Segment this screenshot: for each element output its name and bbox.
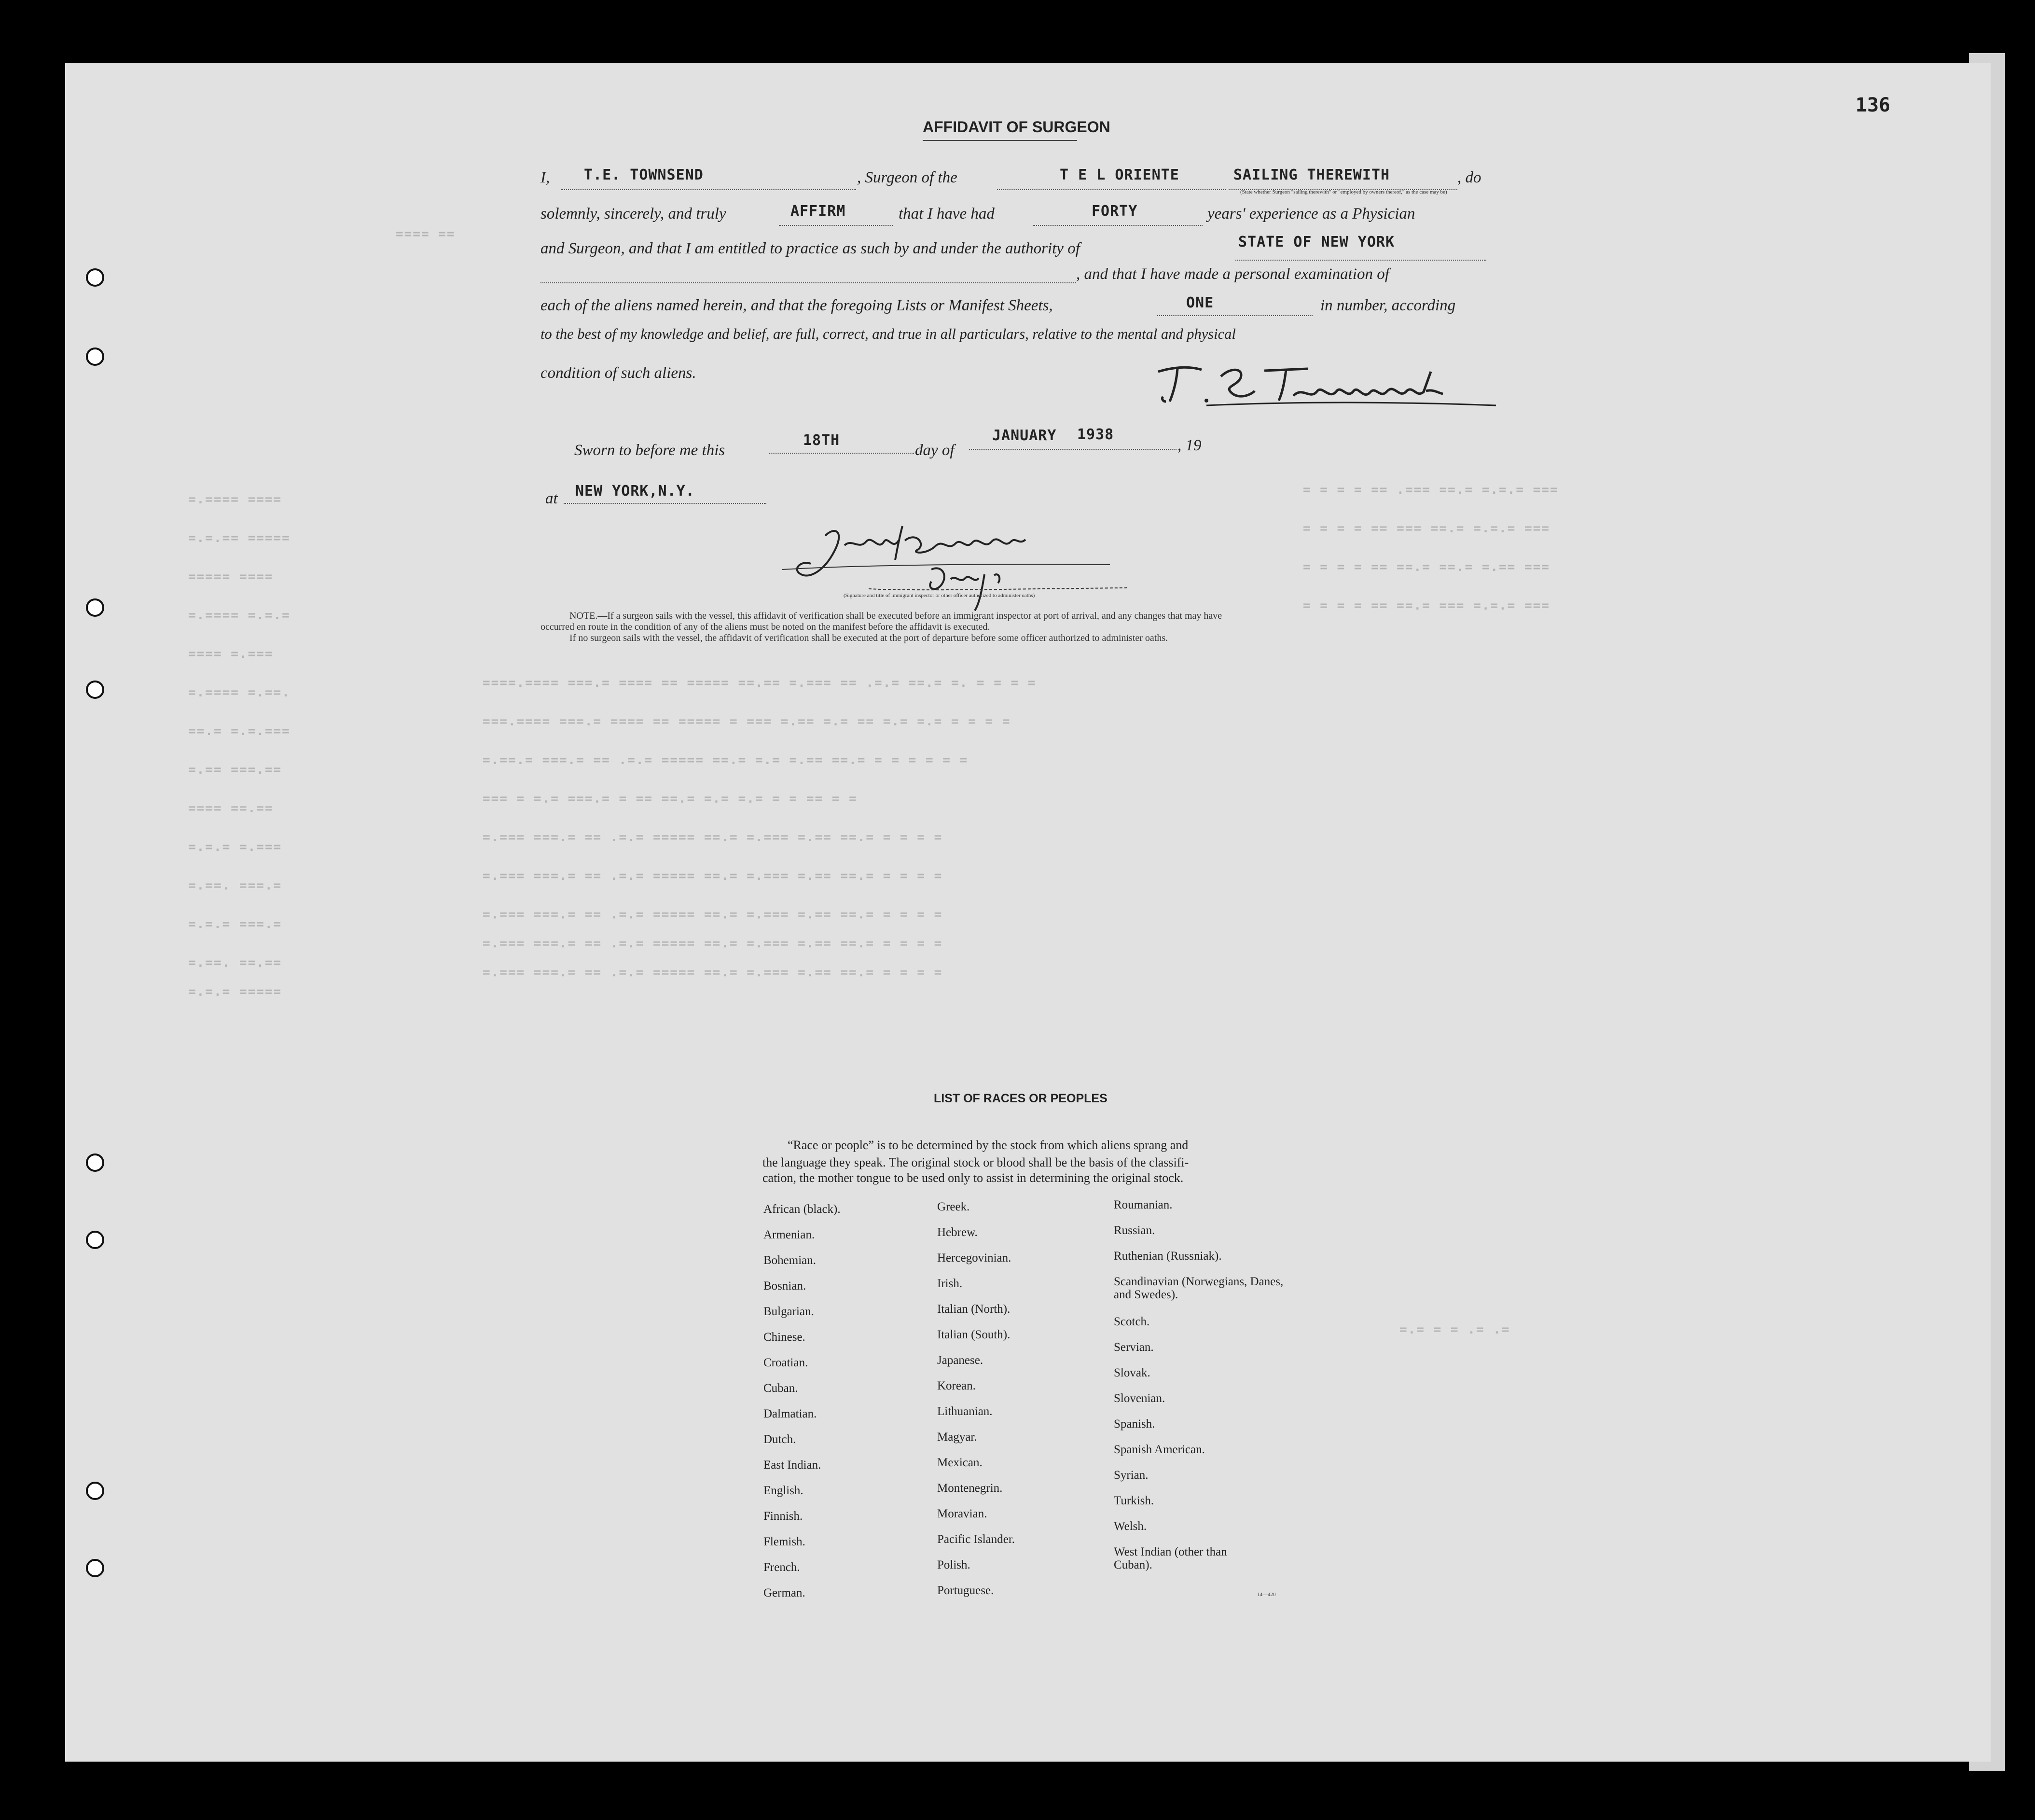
note-line-1: NOTE.—If a surgeon sails with the vessel, this affidavit of verification shall be executed before an immigrant inspector at port of arrival, and any changes that may have — [569, 611, 1222, 621]
list-item: Irish. — [937, 1277, 963, 1290]
binder-hole — [86, 1482, 104, 1500]
list-item: Welsh. — [1114, 1520, 1147, 1533]
list-item: Japanese. — [937, 1354, 983, 1367]
list-item: Slovak. — [1114, 1366, 1150, 1379]
list-item: Bohemian. — [763, 1254, 817, 1267]
list-item: Servian. — [1114, 1341, 1154, 1354]
list-item: Portuguese. — [937, 1584, 994, 1597]
list-item: Scandinavian (Norwegians, Danes, and Swedes). — [1114, 1275, 1284, 1301]
sheet-count: ONE — [1186, 294, 1214, 311]
years-experience: FORTY — [1092, 203, 1138, 220]
page-number: 136 — [1855, 94, 1891, 116]
sworn-year: 1938 — [1077, 426, 1114, 443]
status-note: (State whether Surgeon "sailing therewith" or "employed by owners thereof," as the case may be) — [1240, 189, 1447, 195]
licensing-authority: STATE OF NEW YORK — [1238, 234, 1395, 250]
document-scan: =.==== ==== =.=.== ===== ===== ==== =.==== =.=.= ==== =.=== =.==== =.==. ==.= =.=.=== =.== ===.== ==== ==.== =.=.= =.=== =.==. ===.= =.=.= ===.= =.==. ==.== =.=.= ===== ====.==== ===.= ==== == ===== ==.== =.=== == .=.= ==.= =. = = = = ===.==== ===.= ==== == ===== = === =.== =.= == =.= =.= = = = = =.==.= ===.= == .=.= ===== ==.= =.= =.== ==.= = = = = = = === = =.= ===.= = == ==.= =.= =.= = = == = = =.=== ===.= == .=.= ===== ==.= =.=== =.== ==.= = = = = =.=== ===.= == .=.= ===== ==.= =.=== =.== ==.= = = = = =.=== ===.= == .=.= ===== ==.= =.=== =.== ==.= = = = = =.=== ===.= == .=.= ===== ==.= =.=== =.== ==.= = = = = =.=== ===.= == .=.= ===== ==.= =.=== =.== ==.= = = = = = = = = == .=== ==.= =.=.= === = = = = == === ==.= =.=.= === = = = = == ==.= ==.= =.== === = = = = == ==.= === =.=.= === =.= = = .= .= ==== == 136 AFFIDAVIT OF SURGEON I, T.E. TOWNSEND , Surgeon of the T E L ORIENTE SAILING THEREWITH (State whether Surgeon "sailing therewith" or "employed by owners thereof," as the case may be) , do solemnly, sincerely, and truly AFFIRM that I have had FORTY years' experience as a Physician and Surgeon, and that I am entitled to practice as such by and under the authority of STATE OF NEW YORK , and that I have made a personal examination of each of the aliens named herein, and that the foregoing Lists or Manifest Sheets, ONE in number, according to the best of my knowledge and belief, are full, correct, and true in all particulars, relative to the mental and physical condition of such aliens. Sworn to before me this 18TH day of JANUARY 1938 , 19 at NEW YORK,N.Y. (Signature and title of immigrant inspector or other officer authorized to administer oaths) NOTE.—If a surgeon sails with the vessel, this affidavit of verification shall be executed before an immigrant inspector at port of arrival, and any changes that may have occurred en route in the condition of any of the aliens must be noted on the manifest before the affidavit is executed. If no surgeon sails with the vessel, the affidavit of verification shall be executed at the port of departure before some officer authorized to administer oaths. LIST OF RACES OR PEOPLES “Race or people” is to be determined by the stock from which aliens sprang and the language they speak. The original stock or blood shall be the basis of the classifi- cation, the mother tongue to be used only to assist in determining the original stock. African (black). Armenian. Bohemian. Bosnian. Bulgarian. Chinese. Croatian. Cuban. Dalmatian. Dutch. East Indian. English. Finnish. Flemish. French. German. Greek. Hebrew. Hercegovinian. Irish. Italian (North). Italian (South). Japanese. Korean. Lithuanian. Magyar. Mexican. Montenegrin. Moravian. Pacific Islander. Polish. Portuguese. Roumanian. Russian. Ruthenian (Russniak). Scandinavian (Norwegians, Danes, and Swedes). Scotch. Servian. Slovak. Slovenian. Spanish. Spanish American. Syrian. Turkish. Welsh. West Indian (other than Cuban). 14—420 — [0, 0, 2035, 1820]
list-item: Magyar. — [937, 1431, 977, 1444]
list-item: Lithuanian. — [937, 1405, 993, 1418]
list-item: East Indian. — [763, 1459, 821, 1472]
list-item: English. — [763, 1484, 803, 1497]
races-intro-line-1: “Race or people” is to be determined by the stock from which aliens sprang and — [788, 1138, 1189, 1152]
list-item: Greek. — [937, 1200, 970, 1213]
list-item: Armenian. — [763, 1228, 815, 1241]
list-item: Scotch. — [1114, 1315, 1150, 1328]
affidavit-line-7: condition of such aliens. — [540, 364, 696, 382]
list-item: West Indian (other than Cuban). — [1114, 1545, 1227, 1571]
list-item: Cuban. — [763, 1382, 798, 1395]
binder-hole — [86, 1231, 104, 1249]
surgeon-name: T.E. TOWNSEND — [584, 167, 704, 183]
list-item: Korean. — [937, 1379, 976, 1392]
form-number: 14—420 — [1257, 1592, 1276, 1598]
binder-hole — [86, 681, 104, 699]
inspector-caption: (Signature and title of immigrant inspector or other officer authorized to administer oaths) — [844, 593, 1035, 598]
list-item: Moravian. — [937, 1507, 987, 1520]
list-item: Flemish. — [763, 1535, 805, 1548]
list-item: Russian. — [1114, 1224, 1155, 1237]
surgeon-signature — [1149, 357, 1506, 410]
list-item: German. — [763, 1586, 805, 1599]
list-item: Spanish. — [1114, 1417, 1155, 1431]
sworn-day: 18TH — [803, 432, 840, 449]
list-item: Dutch. — [763, 1433, 796, 1446]
list-item: Turkish. — [1114, 1494, 1154, 1507]
list-item: Chinese. — [763, 1331, 805, 1344]
binder-hole — [86, 1153, 104, 1172]
sailing-status: SAILING THEREWITH — [1233, 167, 1390, 183]
note-line-2: occurred en route in the condition of any of the aliens must be noted on the manifest before the affidavit is executed. — [540, 622, 990, 632]
list-item: Ruthenian (Russniak). — [1114, 1250, 1222, 1263]
sworn-place: NEW YORK,N.Y. — [575, 483, 695, 500]
sworn-month: JANUARY — [992, 427, 1057, 444]
list-item: Polish. — [937, 1558, 970, 1571]
list-item: Mexican. — [937, 1456, 983, 1469]
list-item: Hebrew. — [937, 1226, 978, 1239]
list-item: African (black). — [763, 1203, 841, 1216]
list-item: Roumanian. — [1114, 1198, 1173, 1211]
affidavit-line-6: to the best of my knowledge and belief, are full, correct, and true in all particulars, relative to the mental and physical — [540, 326, 1236, 342]
races-intro-line-3: cation, the mother tongue to be used only to assist in determining the original stock. — [762, 1171, 1184, 1185]
binder-hole — [86, 1559, 104, 1577]
list-item: Italian (North). — [937, 1303, 1011, 1316]
list-item: French. — [763, 1561, 800, 1574]
list-item: Dalmatian. — [763, 1407, 817, 1420]
list-item: Slovenian. — [1114, 1392, 1165, 1405]
list-item: Syrian. — [1114, 1469, 1149, 1482]
title-rule — [923, 140, 1077, 141]
list-item: Pacific Islander. — [937, 1533, 1015, 1546]
vessel-name: T E L ORIENTE — [1060, 167, 1179, 183]
oath-word: AFFIRM — [790, 203, 846, 220]
list-item: Italian (South). — [937, 1328, 1011, 1341]
binder-hole — [86, 347, 104, 366]
races-intro-line-2: the language they speak. The original stock or blood shall be the basis of the classifi- — [762, 1155, 1189, 1169]
list-item: Montenegrin. — [937, 1482, 1003, 1495]
manifest-sheet — [65, 63, 1991, 1762]
binder-hole — [86, 598, 104, 617]
list-item: Hercegovinian. — [937, 1251, 1011, 1264]
list-item: Finnish. — [763, 1510, 803, 1523]
binder-hole — [86, 268, 104, 287]
list-item: Bosnian. — [763, 1279, 806, 1292]
list-item: Spanish American. — [1114, 1443, 1205, 1456]
list-item: Croatian. — [763, 1356, 808, 1369]
list-item: Bulgarian. — [763, 1305, 814, 1318]
races-title: LIST OF RACES OR PEOPLES — [934, 1092, 1107, 1105]
affidavit-title: AFFIDAVIT OF SURGEON — [923, 118, 1110, 136]
note-line-3: If no surgeon sails with the vessel, the affidavit of verification shall be executed at the port of departure before some officer authorized to administer oaths. — [569, 633, 1168, 643]
